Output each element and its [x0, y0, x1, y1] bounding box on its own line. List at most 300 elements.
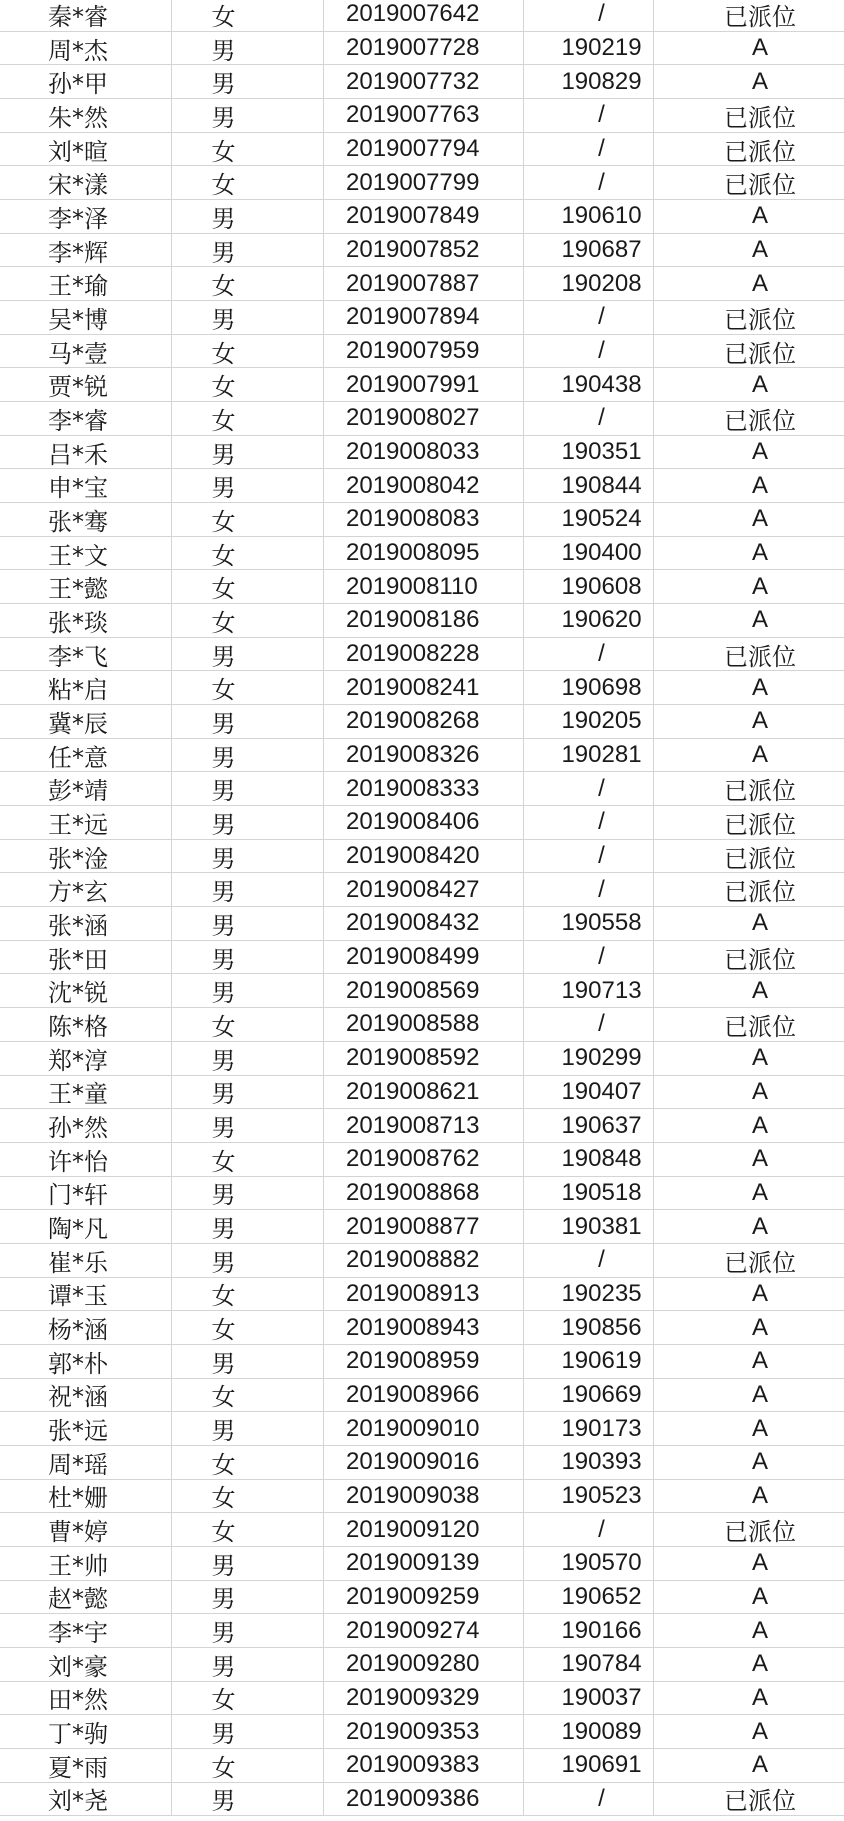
- cell-status[interactable]: 已派位: [724, 305, 796, 334]
- cell-status[interactable]: 已派位: [724, 878, 796, 907]
- cell-number[interactable]: 190381: [524, 1210, 654, 1243]
- cell-student-id[interactable]: 2019009139: [324, 1547, 524, 1580]
- cell-name[interactable]: 崔*乐: [0, 1244, 172, 1277]
- table-row[interactable]: [0, 1210, 844, 1244]
- table-row[interactable]: [0, 1311, 844, 1345]
- table-row[interactable]: [0, 368, 844, 402]
- cell-gender[interactable]: 男: [172, 65, 324, 98]
- cell-name[interactable]: 张*田: [0, 941, 172, 974]
- cell-name[interactable]: 张*涵: [0, 907, 172, 940]
- cell-name[interactable]: 刘*暄: [0, 133, 172, 166]
- cell-student-id[interactable]: 2019008913: [324, 1278, 524, 1311]
- cell-status[interactable]: A: [751, 673, 768, 701]
- cell-name[interactable]: 王*懿: [0, 570, 172, 603]
- table-row[interactable]: [0, 200, 844, 234]
- table-row[interactable]: [0, 1412, 844, 1446]
- cell-student-id[interactable]: 2019009280: [324, 1648, 524, 1681]
- table-row[interactable]: [0, 806, 844, 840]
- cell-number[interactable]: /: [524, 133, 654, 166]
- cell-name[interactable]: 孙*然: [0, 1109, 172, 1142]
- cell-gender[interactable]: 男: [172, 1210, 324, 1243]
- cell-number[interactable]: /: [524, 166, 654, 199]
- cell-gender[interactable]: 男: [172, 200, 324, 233]
- cell-status[interactable]: A: [751, 202, 768, 230]
- cell-status[interactable]: A: [751, 606, 768, 634]
- cell-student-id[interactable]: 2019008033: [324, 436, 524, 469]
- cell-status[interactable]: 已派位: [724, 103, 796, 132]
- cell-student-id[interactable]: 2019008042: [324, 469, 524, 502]
- cell-student-id[interactable]: 2019007894: [324, 301, 524, 334]
- cell-status[interactable]: A: [751, 1044, 768, 1072]
- cell-status[interactable]: A: [751, 707, 768, 735]
- cell-gender[interactable]: 男: [172, 1177, 324, 1210]
- cell-student-id[interactable]: 2019008882: [324, 1244, 524, 1277]
- cell-student-id[interactable]: 2019008713: [324, 1109, 524, 1142]
- cell-student-id[interactable]: 2019007728: [324, 32, 524, 65]
- cell-number[interactable]: 190829: [524, 65, 654, 98]
- cell-student-id[interactable]: 2019008959: [324, 1345, 524, 1378]
- table-row[interactable]: [0, 1345, 844, 1379]
- table-row[interactable]: [0, 1076, 844, 1110]
- cell-gender[interactable]: 女: [172, 1749, 324, 1782]
- cell-student-id[interactable]: 2019008228: [324, 638, 524, 671]
- cell-number[interactable]: 190208: [524, 267, 654, 300]
- cell-gender[interactable]: 女: [172, 1446, 324, 1479]
- cell-gender[interactable]: 女: [172, 1682, 324, 1715]
- cell-number[interactable]: /: [524, 873, 654, 906]
- cell-status[interactable]: A: [751, 1077, 768, 1105]
- cell-status[interactable]: A: [751, 1178, 768, 1206]
- cell-student-id[interactable]: 2019008877: [324, 1210, 524, 1243]
- table-row[interactable]: [0, 537, 844, 571]
- cell-student-id[interactable]: 2019008186: [324, 604, 524, 637]
- cell-status[interactable]: A: [751, 34, 768, 61]
- cell-status[interactable]: 已派位: [724, 171, 796, 200]
- cell-name[interactable]: 冀*辰: [0, 705, 172, 738]
- table-row[interactable]: [0, 503, 844, 537]
- cell-gender[interactable]: 女: [172, 133, 324, 166]
- table-row[interactable]: [0, 1278, 844, 1312]
- cell-number[interactable]: 190856: [524, 1311, 654, 1344]
- cell-name[interactable]: 李*飞: [0, 638, 172, 671]
- cell-status[interactable]: A: [751, 1650, 768, 1678]
- cell-status[interactable]: A: [751, 1414, 768, 1442]
- table-row[interactable]: [0, 570, 844, 604]
- cell-gender[interactable]: 女: [172, 1008, 324, 1041]
- cell-status[interactable]: A: [751, 1481, 768, 1509]
- table-row[interactable]: [0, 907, 844, 941]
- cell-number[interactable]: /: [524, 1008, 654, 1041]
- cell-status[interactable]: A: [751, 236, 768, 264]
- cell-gender[interactable]: 男: [172, 301, 324, 334]
- cell-status[interactable]: 已派位: [724, 844, 796, 873]
- cell-name[interactable]: 夏*雨: [0, 1749, 172, 1782]
- cell-status[interactable]: 已派位: [724, 339, 796, 368]
- table-row[interactable]: [0, 32, 844, 66]
- table-row[interactable]: [0, 1783, 844, 1817]
- cell-status[interactable]: A: [751, 471, 768, 499]
- cell-name[interactable]: 刘*豪: [0, 1648, 172, 1681]
- cell-gender[interactable]: 男: [172, 1783, 324, 1816]
- cell-name[interactable]: 李*泽: [0, 200, 172, 233]
- table-row[interactable]: [0, 1177, 844, 1211]
- cell-name[interactable]: 李*辉: [0, 234, 172, 267]
- cell-student-id[interactable]: 2019008569: [324, 974, 524, 1007]
- cell-status[interactable]: A: [751, 1212, 768, 1240]
- cell-gender[interactable]: 男: [172, 739, 324, 772]
- table-row[interactable]: [0, 1379, 844, 1413]
- cell-status[interactable]: A: [751, 67, 768, 95]
- cell-number[interactable]: 190784: [524, 1648, 654, 1681]
- cell-name[interactable]: 陈*格: [0, 1008, 172, 1041]
- cell-status[interactable]: A: [751, 1347, 768, 1375]
- cell-number[interactable]: /: [524, 0, 654, 31]
- cell-gender[interactable]: 女: [172, 267, 324, 300]
- cell-name[interactable]: 张*淦: [0, 840, 172, 873]
- cell-status[interactable]: A: [751, 1279, 768, 1307]
- cell-number[interactable]: 190524: [524, 503, 654, 536]
- cell-name[interactable]: 张*琰: [0, 604, 172, 637]
- cell-number[interactable]: 190438: [524, 368, 654, 401]
- cell-status[interactable]: A: [751, 1717, 768, 1745]
- table-row[interactable]: [0, 402, 844, 436]
- table-row[interactable]: [0, 739, 844, 773]
- table-row[interactable]: [0, 671, 844, 705]
- cell-number[interactable]: 190281: [524, 739, 654, 772]
- cell-student-id[interactable]: 2019007959: [324, 335, 524, 368]
- cell-status[interactable]: 已派位: [724, 1787, 796, 1816]
- cell-number[interactable]: 190669: [524, 1379, 654, 1412]
- cell-student-id[interactable]: 2019008241: [324, 671, 524, 704]
- table-row[interactable]: [0, 1614, 844, 1648]
- cell-gender[interactable]: 男: [172, 1076, 324, 1109]
- cell-gender[interactable]: 女: [172, 503, 324, 536]
- cell-status[interactable]: 已派位: [724, 1518, 796, 1546]
- cell-name[interactable]: 李*睿: [0, 402, 172, 435]
- cell-gender[interactable]: 女: [172, 0, 324, 31]
- cell-status[interactable]: A: [751, 505, 768, 533]
- cell-number[interactable]: 190558: [524, 907, 654, 940]
- cell-number[interactable]: 190619: [524, 1345, 654, 1378]
- cell-name[interactable]: 彭*靖: [0, 772, 172, 805]
- cell-student-id[interactable]: 2019007799: [324, 166, 524, 199]
- cell-gender[interactable]: 男: [172, 840, 324, 873]
- table-row[interactable]: [0, 840, 844, 874]
- cell-gender[interactable]: 男: [172, 1614, 324, 1647]
- table-row[interactable]: [0, 1547, 844, 1581]
- cell-number[interactable]: 190166: [524, 1614, 654, 1647]
- cell-number[interactable]: 190691: [524, 1749, 654, 1782]
- cell-status[interactable]: 已派位: [724, 2, 796, 31]
- cell-number[interactable]: /: [524, 335, 654, 368]
- cell-gender[interactable]: 男: [172, 974, 324, 1007]
- table-row[interactable]: [0, 705, 844, 739]
- cell-name[interactable]: 周*杰: [0, 32, 172, 65]
- cell-number[interactable]: 190173: [524, 1412, 654, 1445]
- cell-name[interactable]: 申*宝: [0, 469, 172, 502]
- cell-number[interactable]: 190393: [524, 1446, 654, 1479]
- cell-student-id[interactable]: 2019009010: [324, 1412, 524, 1445]
- cell-student-id[interactable]: 2019007642: [324, 0, 524, 31]
- cell-student-id[interactable]: 2019009383: [324, 1749, 524, 1782]
- cell-status[interactable]: A: [751, 976, 768, 1004]
- cell-number[interactable]: 190844: [524, 469, 654, 502]
- cell-student-id[interactable]: 2019007732: [324, 65, 524, 98]
- cell-number[interactable]: /: [524, 1783, 654, 1816]
- table-row[interactable]: [0, 1648, 844, 1682]
- table-row[interactable]: [0, 1143, 844, 1177]
- cell-status[interactable]: A: [751, 1549, 768, 1577]
- cell-gender[interactable]: 男: [172, 1412, 324, 1445]
- cell-gender[interactable]: 女: [172, 1513, 324, 1546]
- cell-name[interactable]: 王*远: [0, 806, 172, 839]
- table-row[interactable]: [0, 1042, 844, 1076]
- cell-number[interactable]: /: [524, 1244, 654, 1277]
- cell-number[interactable]: 190400: [524, 537, 654, 570]
- cell-name[interactable]: 刘*尧: [0, 1783, 172, 1816]
- cell-status[interactable]: A: [751, 269, 768, 297]
- table-row[interactable]: [0, 469, 844, 503]
- cell-student-id[interactable]: 2019008027: [324, 402, 524, 435]
- table-row[interactable]: [0, 99, 844, 133]
- cell-gender[interactable]: 女: [172, 1311, 324, 1344]
- cell-number[interactable]: /: [524, 99, 654, 132]
- cell-gender[interactable]: 女: [172, 570, 324, 603]
- cell-number[interactable]: 190219: [524, 32, 654, 65]
- table-row[interactable]: [0, 0, 844, 32]
- cell-student-id[interactable]: 2019009274: [324, 1614, 524, 1647]
- cell-gender[interactable]: 女: [172, 335, 324, 368]
- cell-student-id[interactable]: 2019009038: [324, 1480, 524, 1513]
- table-row[interactable]: [0, 604, 844, 638]
- cell-name[interactable]: 田*然: [0, 1682, 172, 1715]
- cell-status[interactable]: A: [751, 1582, 768, 1610]
- cell-student-id[interactable]: 2019008406: [324, 806, 524, 839]
- cell-gender[interactable]: 男: [172, 1042, 324, 1075]
- cell-number[interactable]: /: [524, 1513, 654, 1546]
- cell-status[interactable]: A: [751, 1380, 768, 1408]
- cell-number[interactable]: 190652: [524, 1581, 654, 1614]
- table-row[interactable]: [0, 638, 844, 672]
- cell-name[interactable]: 丁*驹: [0, 1715, 172, 1748]
- cell-student-id[interactable]: 2019008943: [324, 1311, 524, 1344]
- cell-student-id[interactable]: 2019008499: [324, 941, 524, 974]
- cell-gender[interactable]: 男: [172, 469, 324, 502]
- cell-status[interactable]: A: [751, 1616, 768, 1644]
- cell-status[interactable]: 已派位: [724, 945, 796, 974]
- cell-number[interactable]: 190523: [524, 1480, 654, 1513]
- cell-gender[interactable]: 女: [172, 1480, 324, 1513]
- cell-gender[interactable]: 女: [172, 1278, 324, 1311]
- cell-gender[interactable]: 男: [172, 806, 324, 839]
- cell-gender[interactable]: 男: [172, 907, 324, 940]
- cell-status[interactable]: A: [751, 1111, 768, 1139]
- cell-number[interactable]: 190620: [524, 604, 654, 637]
- table-row[interactable]: [0, 1008, 844, 1042]
- table-row[interactable]: [0, 234, 844, 268]
- cell-number[interactable]: 190235: [524, 1278, 654, 1311]
- table-row[interactable]: [0, 974, 844, 1008]
- cell-student-id[interactable]: 2019008427: [324, 873, 524, 906]
- cell-name[interactable]: 粘*启: [0, 671, 172, 704]
- cell-name[interactable]: 沈*锐: [0, 974, 172, 1007]
- table-row[interactable]: [0, 1682, 844, 1716]
- cell-name[interactable]: 许*怡: [0, 1143, 172, 1176]
- table-row[interactable]: [0, 335, 844, 369]
- table-row[interactable]: [0, 1244, 844, 1278]
- cell-student-id[interactable]: 2019007887: [324, 267, 524, 300]
- table-row[interactable]: [0, 65, 844, 99]
- cell-student-id[interactable]: 2019008621: [324, 1076, 524, 1109]
- cell-student-id[interactable]: 2019008868: [324, 1177, 524, 1210]
- cell-name[interactable]: 赵*懿: [0, 1581, 172, 1614]
- cell-status[interactable]: A: [751, 1448, 768, 1476]
- table-row[interactable]: [0, 267, 844, 301]
- cell-number[interactable]: 190637: [524, 1109, 654, 1142]
- cell-number[interactable]: /: [524, 638, 654, 671]
- cell-gender[interactable]: 男: [172, 99, 324, 132]
- table-row[interactable]: [0, 436, 844, 470]
- cell-gender[interactable]: 女: [172, 1143, 324, 1176]
- cell-student-id[interactable]: 2019008268: [324, 705, 524, 738]
- cell-name[interactable]: 李*宇: [0, 1614, 172, 1647]
- cell-status[interactable]: A: [751, 909, 768, 937]
- cell-status[interactable]: 已派位: [724, 1248, 796, 1277]
- cell-name[interactable]: 杜*姗: [0, 1480, 172, 1513]
- cell-gender[interactable]: 男: [172, 1547, 324, 1580]
- cell-name[interactable]: 郑*淳: [0, 1042, 172, 1075]
- cell-student-id[interactable]: 2019009329: [324, 1682, 524, 1715]
- cell-name[interactable]: 宋*漾: [0, 166, 172, 199]
- table-row[interactable]: [0, 1109, 844, 1143]
- table-row[interactable]: [0, 166, 844, 200]
- cell-gender[interactable]: 男: [172, 941, 324, 974]
- cell-name[interactable]: 谭*玉: [0, 1278, 172, 1311]
- cell-student-id[interactable]: 2019008110: [324, 570, 524, 603]
- cell-status[interactable]: A: [751, 741, 768, 769]
- cell-student-id[interactable]: 2019009016: [324, 1446, 524, 1479]
- cell-name[interactable]: 王*文: [0, 537, 172, 570]
- cell-name[interactable]: 王*瑜: [0, 267, 172, 300]
- cell-status[interactable]: A: [751, 572, 768, 600]
- cell-gender[interactable]: 男: [172, 32, 324, 65]
- cell-number[interactable]: 190608: [524, 570, 654, 603]
- cell-status[interactable]: 已派位: [724, 810, 796, 839]
- cell-number[interactable]: /: [524, 301, 654, 334]
- cell-gender[interactable]: 女: [172, 604, 324, 637]
- cell-status[interactable]: A: [751, 1145, 768, 1173]
- cell-name[interactable]: 方*玄: [0, 873, 172, 906]
- cell-number[interactable]: 190698: [524, 671, 654, 704]
- cell-student-id[interactable]: 2019009353: [324, 1715, 524, 1748]
- cell-name[interactable]: 祝*涵: [0, 1379, 172, 1412]
- cell-name[interactable]: 任*意: [0, 739, 172, 772]
- cell-gender[interactable]: 男: [172, 1581, 324, 1614]
- cell-gender[interactable]: 女: [172, 1379, 324, 1412]
- cell-student-id[interactable]: 2019008095: [324, 537, 524, 570]
- table-row[interactable]: [0, 1480, 844, 1514]
- cell-student-id[interactable]: 2019007763: [324, 99, 524, 132]
- cell-name[interactable]: 曹*婷: [0, 1513, 172, 1546]
- cell-gender[interactable]: 女: [172, 166, 324, 199]
- cell-number[interactable]: 190610: [524, 200, 654, 233]
- cell-student-id[interactable]: 2019008762: [324, 1143, 524, 1176]
- cell-student-id[interactable]: 2019009259: [324, 1581, 524, 1614]
- cell-status[interactable]: A: [751, 1313, 768, 1341]
- table-row[interactable]: [0, 1749, 844, 1783]
- cell-student-id[interactable]: 2019008420: [324, 840, 524, 873]
- cell-name[interactable]: 贾*锐: [0, 368, 172, 401]
- cell-number[interactable]: /: [524, 402, 654, 435]
- cell-gender[interactable]: 女: [172, 368, 324, 401]
- cell-status[interactable]: 已派位: [724, 1013, 796, 1041]
- cell-student-id[interactable]: 2019008432: [324, 907, 524, 940]
- cell-gender[interactable]: 男: [172, 1109, 324, 1142]
- cell-status[interactable]: 已派位: [724, 777, 796, 806]
- cell-name[interactable]: 周*瑶: [0, 1446, 172, 1479]
- cell-status[interactable]: A: [751, 438, 768, 466]
- cell-name[interactable]: 门*轩: [0, 1177, 172, 1210]
- cell-name[interactable]: 杨*涵: [0, 1311, 172, 1344]
- cell-student-id[interactable]: 2019007852: [324, 234, 524, 267]
- cell-gender[interactable]: 男: [172, 436, 324, 469]
- table-row[interactable]: [0, 133, 844, 167]
- cell-number[interactable]: 190407: [524, 1076, 654, 1109]
- cell-number[interactable]: 190299: [524, 1042, 654, 1075]
- cell-number[interactable]: 190518: [524, 1177, 654, 1210]
- cell-name[interactable]: 王*童: [0, 1076, 172, 1109]
- cell-name[interactable]: 张*骞: [0, 503, 172, 536]
- cell-gender[interactable]: 男: [172, 1715, 324, 1748]
- cell-name[interactable]: 孙*甲: [0, 65, 172, 98]
- cell-status[interactable]: 已派位: [724, 137, 796, 166]
- cell-gender[interactable]: 男: [172, 1648, 324, 1681]
- cell-gender[interactable]: 男: [172, 772, 324, 805]
- cell-gender[interactable]: 男: [172, 705, 324, 738]
- cell-status[interactable]: A: [751, 1751, 768, 1779]
- cell-name[interactable]: 吴*博: [0, 301, 172, 334]
- cell-number[interactable]: 190570: [524, 1547, 654, 1580]
- cell-status[interactable]: A: [751, 370, 768, 398]
- cell-gender[interactable]: 男: [172, 638, 324, 671]
- cell-student-id[interactable]: 2019008083: [324, 503, 524, 536]
- table-row[interactable]: [0, 301, 844, 335]
- cell-status[interactable]: 已派位: [724, 642, 796, 671]
- cell-name[interactable]: 陶*凡: [0, 1210, 172, 1243]
- cell-gender[interactable]: 女: [172, 671, 324, 704]
- cell-name[interactable]: 朱*然: [0, 99, 172, 132]
- cell-student-id[interactable]: 2019008592: [324, 1042, 524, 1075]
- cell-name[interactable]: 秦*睿: [0, 0, 172, 31]
- cell-student-id[interactable]: 2019008333: [324, 772, 524, 805]
- cell-number[interactable]: /: [524, 772, 654, 805]
- cell-student-id[interactable]: 2019007794: [324, 133, 524, 166]
- cell-gender[interactable]: 男: [172, 873, 324, 906]
- table-row[interactable]: [0, 941, 844, 975]
- table-row[interactable]: [0, 1715, 844, 1749]
- cell-name[interactable]: 马*壹: [0, 335, 172, 368]
- cell-status[interactable]: 已派位: [724, 406, 796, 435]
- cell-name[interactable]: 张*远: [0, 1412, 172, 1445]
- cell-gender[interactable]: 女: [172, 402, 324, 435]
- table-row[interactable]: [0, 1513, 844, 1547]
- cell-student-id[interactable]: 2019008588: [324, 1008, 524, 1041]
- cell-student-id[interactable]: 2019008326: [324, 739, 524, 772]
- cell-number[interactable]: 190037: [524, 1682, 654, 1715]
- cell-gender[interactable]: 男: [172, 234, 324, 267]
- cell-name[interactable]: 王*帅: [0, 1547, 172, 1580]
- cell-gender[interactable]: 男: [172, 1345, 324, 1378]
